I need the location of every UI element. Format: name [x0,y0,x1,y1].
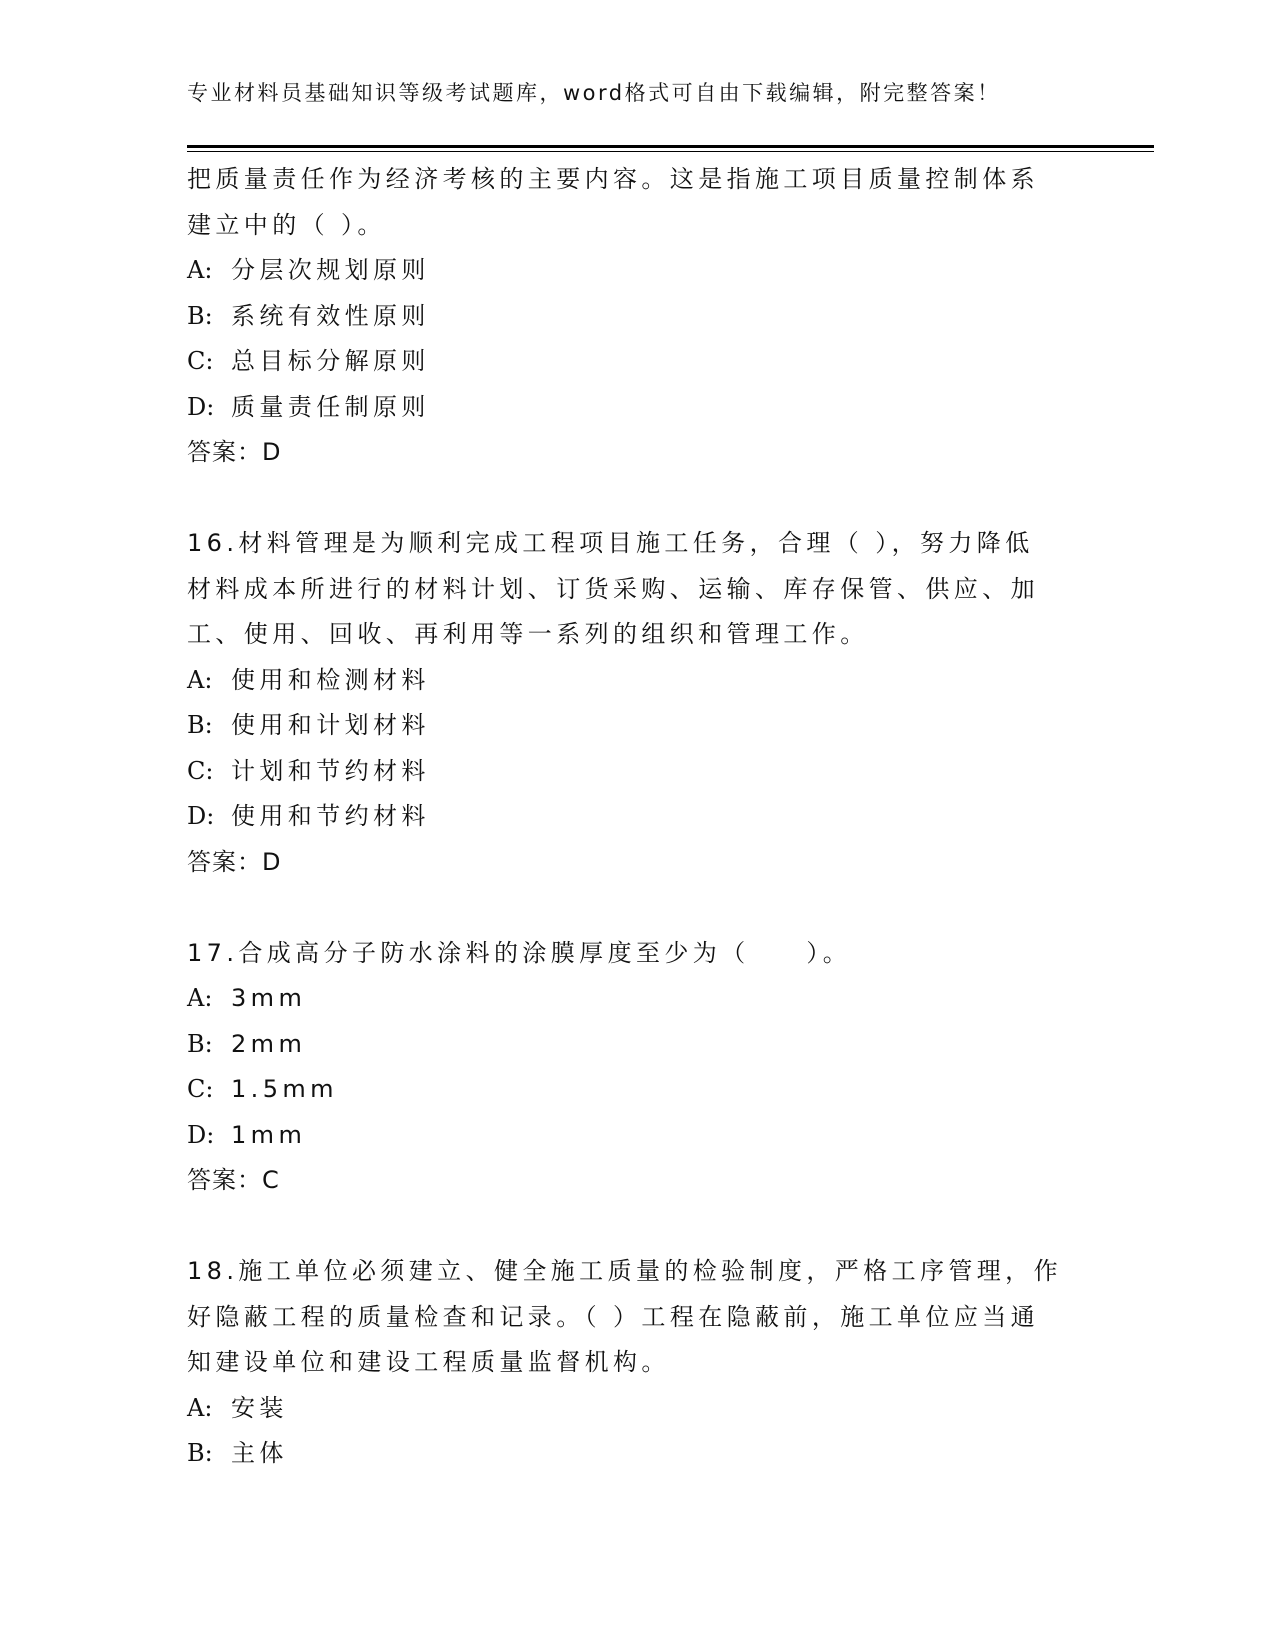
option-text: 1.5mm [231,1075,338,1103]
option-text: 安装 [231,1393,288,1422]
option-letter: A: [187,984,213,1012]
option-letter: B: [187,1029,213,1058]
question-list [187,157,1087,1477]
option-a [187,248,1087,294]
option-text: 主体 [231,1439,288,1467]
answer-line: 答案：D [187,847,282,876]
option-letter: B: [187,301,213,330]
option-letter: C: [187,1075,214,1103]
spacer [187,476,1087,522]
option-letter: A: [187,256,213,284]
question-stem-line: 17.合成高分子防水涂料的涂膜厚度至少为（ ）。 [187,938,852,967]
option-text: 1mm [231,1120,307,1149]
option-text: 总目标分解原则 [231,347,430,375]
option-letter: C: [187,347,214,375]
option-letter: C: [187,756,214,785]
option-text: 使用和检测材料 [231,665,430,694]
option-text: 3mm [231,984,307,1012]
question-stem-line: 18.施工单位必须建立、健全施工质量的检验制度，严格工序管理，作 [187,1257,1062,1285]
spacer [187,885,1087,931]
question-stem-line: 16.材料管理是为顺利完成工程项目施工任务，合理（ ），努力降低 [187,529,1034,557]
spacer [187,1204,1087,1250]
option-letter: D: [187,392,215,421]
question-block [187,931,1087,1204]
question-block [187,157,1087,476]
option-letter: B: [187,1439,213,1467]
question-stem-line: 工、使用、回收、再利用等一系列的组织和管理工作。 [187,620,869,648]
question-stem-line: 材料成本所进行的材料计划、订货采购、运输、库存保管、供应、加 [187,574,1039,603]
option-b [187,294,1087,340]
option-b [187,1431,1087,1477]
option-letter: A: [187,1393,213,1422]
option-letter: B: [187,711,213,739]
option-d [187,385,1087,431]
option-d [187,794,1087,840]
option-b [187,1022,1087,1068]
question-block [187,1249,1087,1477]
option-d [187,1113,1087,1159]
option-text: 使用和计划材料 [231,711,430,739]
document-header: 专业材料员基础知识等级考试题库，word格式可自由下载编辑，附完整答案！ [187,81,1001,105]
option-letter: D: [187,802,215,830]
option-c [187,749,1087,795]
question-stem-line: 把质量责任作为经济考核的主要内容。这是指施工项目质量控制体系 [187,165,1039,193]
option-b [187,703,1087,749]
answer-line: 答案：D [187,438,282,466]
option-c [187,339,1087,385]
option-text: 2mm [231,1029,307,1058]
option-a [187,1386,1087,1432]
question-stem-line: 好隐蔽工程的质量检查和记录。（ ）工程在隐蔽前，施工单位应当通 [187,1302,1040,1331]
option-text: 使用和节约材料 [231,802,430,830]
header-divider-thin [187,151,1154,152]
option-text: 系统有效性原则 [231,301,430,330]
option-text: 质量责任制原则 [231,392,430,421]
option-letter: D: [187,1120,215,1149]
header-divider-thick [187,145,1154,148]
option-a [187,658,1087,704]
question-block [187,521,1087,885]
option-c [187,1067,1087,1113]
answer-line: 答案：C [187,1166,280,1194]
option-text: 分层次规划原则 [231,256,430,284]
option-letter: A: [187,665,213,694]
option-text: 计划和节约材料 [231,756,430,785]
question-stem-line: 建立中的（ ）。 [187,210,386,239]
question-stem-line: 知建设单位和建设工程质量监督机构。 [187,1348,670,1376]
option-a [187,976,1087,1022]
